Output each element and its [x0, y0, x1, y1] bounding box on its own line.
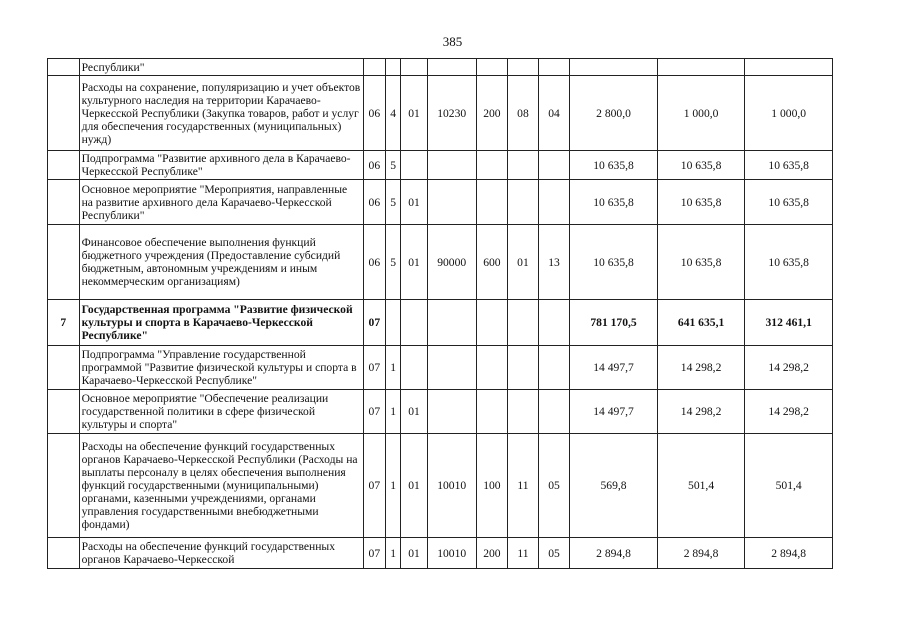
amount-year1-cell	[570, 59, 658, 76]
amount-year2-cell: 10 635,8	[657, 180, 745, 225]
subsection-cell	[538, 180, 570, 225]
expense-type-cell	[476, 180, 508, 225]
item-name-cell: Расходы на обеспечение функций государственных органов Карачаево-Черкесской Республики (Расходы на выплаты персоналу в целях обеспечения выполнения функций государственными (муниципальными) органами, казенными учреждениями, органами управления государственными внебюджетными фондами)	[79, 434, 363, 538]
subsection-cell: 04	[538, 76, 570, 151]
amount-year3-cell: 2 894,8	[745, 538, 833, 569]
direction-code-cell: 10010	[427, 434, 476, 538]
row-number-cell	[48, 390, 80, 434]
section-cell	[508, 151, 539, 180]
amount-year1-cell: 781 170,5	[570, 300, 658, 346]
program-code-cell: 06	[363, 151, 385, 180]
expense-type-cell	[476, 59, 508, 76]
subsection-cell: 05	[538, 538, 570, 569]
item-name-cell: Государственная программа "Развитие физической культуры и спорта в Карачаево-Черкесской Республике"	[79, 300, 363, 346]
direction-code-cell	[427, 151, 476, 180]
subsection-cell	[538, 390, 570, 434]
direction-code-cell: 90000	[427, 225, 476, 300]
table-row	[48, 538, 833, 569]
subsection-cell	[538, 300, 570, 346]
subsection-cell	[538, 346, 570, 390]
amount-year3-cell: 14 298,2	[745, 390, 833, 434]
row-number-cell	[48, 151, 80, 180]
amount-year3-cell	[745, 59, 833, 76]
expense-type-cell	[476, 300, 508, 346]
subsection-cell: 13	[538, 225, 570, 300]
amount-year2-cell: 1 000,0	[657, 76, 745, 151]
subprogram-code-cell	[386, 59, 401, 76]
item-name-cell: Подпрограмма "Управление государственной программой "Развитие физической культуры и спорта в Карачаево-Черкесской Республике"	[79, 346, 363, 390]
item-name-cell: Основное мероприятие "Обеспечение реализации государственной политики в сфере физической культуры и спорта"	[79, 390, 363, 434]
subprogram-code-cell: 1	[386, 346, 401, 390]
amount-year1-cell: 2 894,8	[570, 538, 658, 569]
row-number-cell	[48, 76, 80, 151]
amount-year2-cell: 641 635,1	[657, 300, 745, 346]
table-row	[48, 59, 833, 76]
subprogram-code-cell: 1	[386, 434, 401, 538]
section-cell: 08	[508, 76, 539, 151]
program-code-cell: 07	[363, 538, 385, 569]
table-body	[48, 59, 833, 569]
program-code-cell: 06	[363, 225, 385, 300]
amount-year1-cell: 10 635,8	[570, 151, 658, 180]
item-name-cell: Финансовое обеспечение выполнения функций бюджетного учреждения (Предоставление субсидий бюджетным, автономным учреждениям и иным некоммерческим организациям)	[79, 225, 363, 300]
row-number-cell	[48, 59, 80, 76]
activity-code-cell	[401, 151, 427, 180]
program-code-cell: 07	[363, 300, 385, 346]
table-row	[48, 434, 833, 538]
program-code-cell	[363, 59, 385, 76]
section-cell: 11	[508, 538, 539, 569]
expense-type-cell	[476, 151, 508, 180]
item-name-cell: Расходы на обеспечение функций государственных органов Карачаево-Черкесской	[79, 538, 363, 569]
activity-code-cell: 01	[401, 390, 427, 434]
direction-code-cell: 10230	[427, 76, 476, 151]
expense-type-cell	[476, 390, 508, 434]
budget-table	[47, 58, 833, 569]
activity-code-cell: 01	[401, 76, 427, 151]
amount-year1-cell: 10 635,8	[570, 180, 658, 225]
subprogram-code-cell: 1	[386, 538, 401, 569]
item-name-cell: Расходы на сохранение, популяризацию и учет объектов культурного наследия на территории Карачаево-Черкесской Республики (Закупка товаров, работ и услуг для обеспечения государственных (муниципальных) нужд)	[79, 76, 363, 151]
section-cell	[508, 180, 539, 225]
row-number-cell	[48, 225, 80, 300]
amount-year2-cell: 501,4	[657, 434, 745, 538]
item-name-cell: Основное мероприятие "Мероприятия, направленные на развитие архивного дела Карачаево-Черкесской Республики"	[79, 180, 363, 225]
amount-year2-cell: 14 298,2	[657, 346, 745, 390]
amount-year2-cell: 10 635,8	[657, 225, 745, 300]
activity-code-cell: 01	[401, 434, 427, 538]
amount-year1-cell: 10 635,8	[570, 225, 658, 300]
table-row	[48, 225, 833, 300]
amount-year1-cell: 569,8	[570, 434, 658, 538]
program-code-cell: 07	[363, 390, 385, 434]
amount-year3-cell: 10 635,8	[745, 180, 833, 225]
subprogram-code-cell: 5	[386, 151, 401, 180]
table-row	[48, 300, 833, 346]
amount-year3-cell: 312 461,1	[745, 300, 833, 346]
subsection-cell	[538, 59, 570, 76]
amount-year2-cell: 2 894,8	[657, 538, 745, 569]
activity-code-cell	[401, 346, 427, 390]
expense-type-cell: 600	[476, 225, 508, 300]
activity-code-cell: 01	[401, 538, 427, 569]
subprogram-code-cell: 4	[386, 76, 401, 151]
amount-year3-cell: 501,4	[745, 434, 833, 538]
table-row	[48, 151, 833, 180]
direction-code-cell	[427, 346, 476, 390]
expense-type-cell: 200	[476, 538, 508, 569]
subprogram-code-cell	[386, 300, 401, 346]
row-number-cell	[48, 346, 80, 390]
amount-year3-cell: 10 635,8	[745, 151, 833, 180]
subsection-cell: 05	[538, 434, 570, 538]
table-row	[48, 346, 833, 390]
row-number-cell	[48, 180, 80, 225]
expense-type-cell	[476, 346, 508, 390]
amount-year3-cell: 10 635,8	[745, 225, 833, 300]
row-number-cell	[48, 538, 80, 569]
direction-code-cell	[427, 59, 476, 76]
direction-code-cell	[427, 390, 476, 434]
activity-code-cell	[401, 59, 427, 76]
table-row	[48, 76, 833, 151]
program-code-cell: 06	[363, 180, 385, 225]
section-cell	[508, 59, 539, 76]
direction-code-cell	[427, 300, 476, 346]
page-number: 385	[442, 34, 463, 49]
activity-code-cell	[401, 300, 427, 346]
amount-year2-cell: 14 298,2	[657, 390, 745, 434]
program-code-cell: 07	[363, 434, 385, 538]
subprogram-code-cell: 1	[386, 390, 401, 434]
amount-year3-cell: 1 000,0	[745, 76, 833, 151]
direction-code-cell: 10010	[427, 538, 476, 569]
activity-code-cell: 01	[401, 180, 427, 225]
expense-type-cell: 100	[476, 434, 508, 538]
table-row	[48, 180, 833, 225]
subprogram-code-cell: 5	[386, 225, 401, 300]
direction-code-cell	[427, 180, 476, 225]
amount-year3-cell: 14 298,2	[745, 346, 833, 390]
section-cell: 01	[508, 225, 539, 300]
item-name-cell: Республики"	[79, 59, 363, 76]
activity-code-cell: 01	[401, 225, 427, 300]
subsection-cell	[538, 151, 570, 180]
amount-year1-cell: 14 497,7	[570, 390, 658, 434]
expense-type-cell: 200	[476, 76, 508, 151]
section-cell	[508, 390, 539, 434]
section-cell: 11	[508, 434, 539, 538]
amount-year2-cell: 10 635,8	[657, 151, 745, 180]
subprogram-code-cell: 5	[386, 180, 401, 225]
program-code-cell: 06	[363, 76, 385, 151]
row-number-cell: 7	[48, 300, 80, 346]
amount-year2-cell	[657, 59, 745, 76]
item-name-cell: Подпрограмма "Развитие архивного дела в Карачаево-Черкесской Республике"	[79, 151, 363, 180]
amount-year1-cell: 14 497,7	[570, 346, 658, 390]
section-cell	[508, 300, 539, 346]
amount-year1-cell: 2 800,0	[570, 76, 658, 151]
row-number-cell	[48, 434, 80, 538]
table-row	[48, 390, 833, 434]
section-cell	[508, 346, 539, 390]
program-code-cell: 07	[363, 346, 385, 390]
